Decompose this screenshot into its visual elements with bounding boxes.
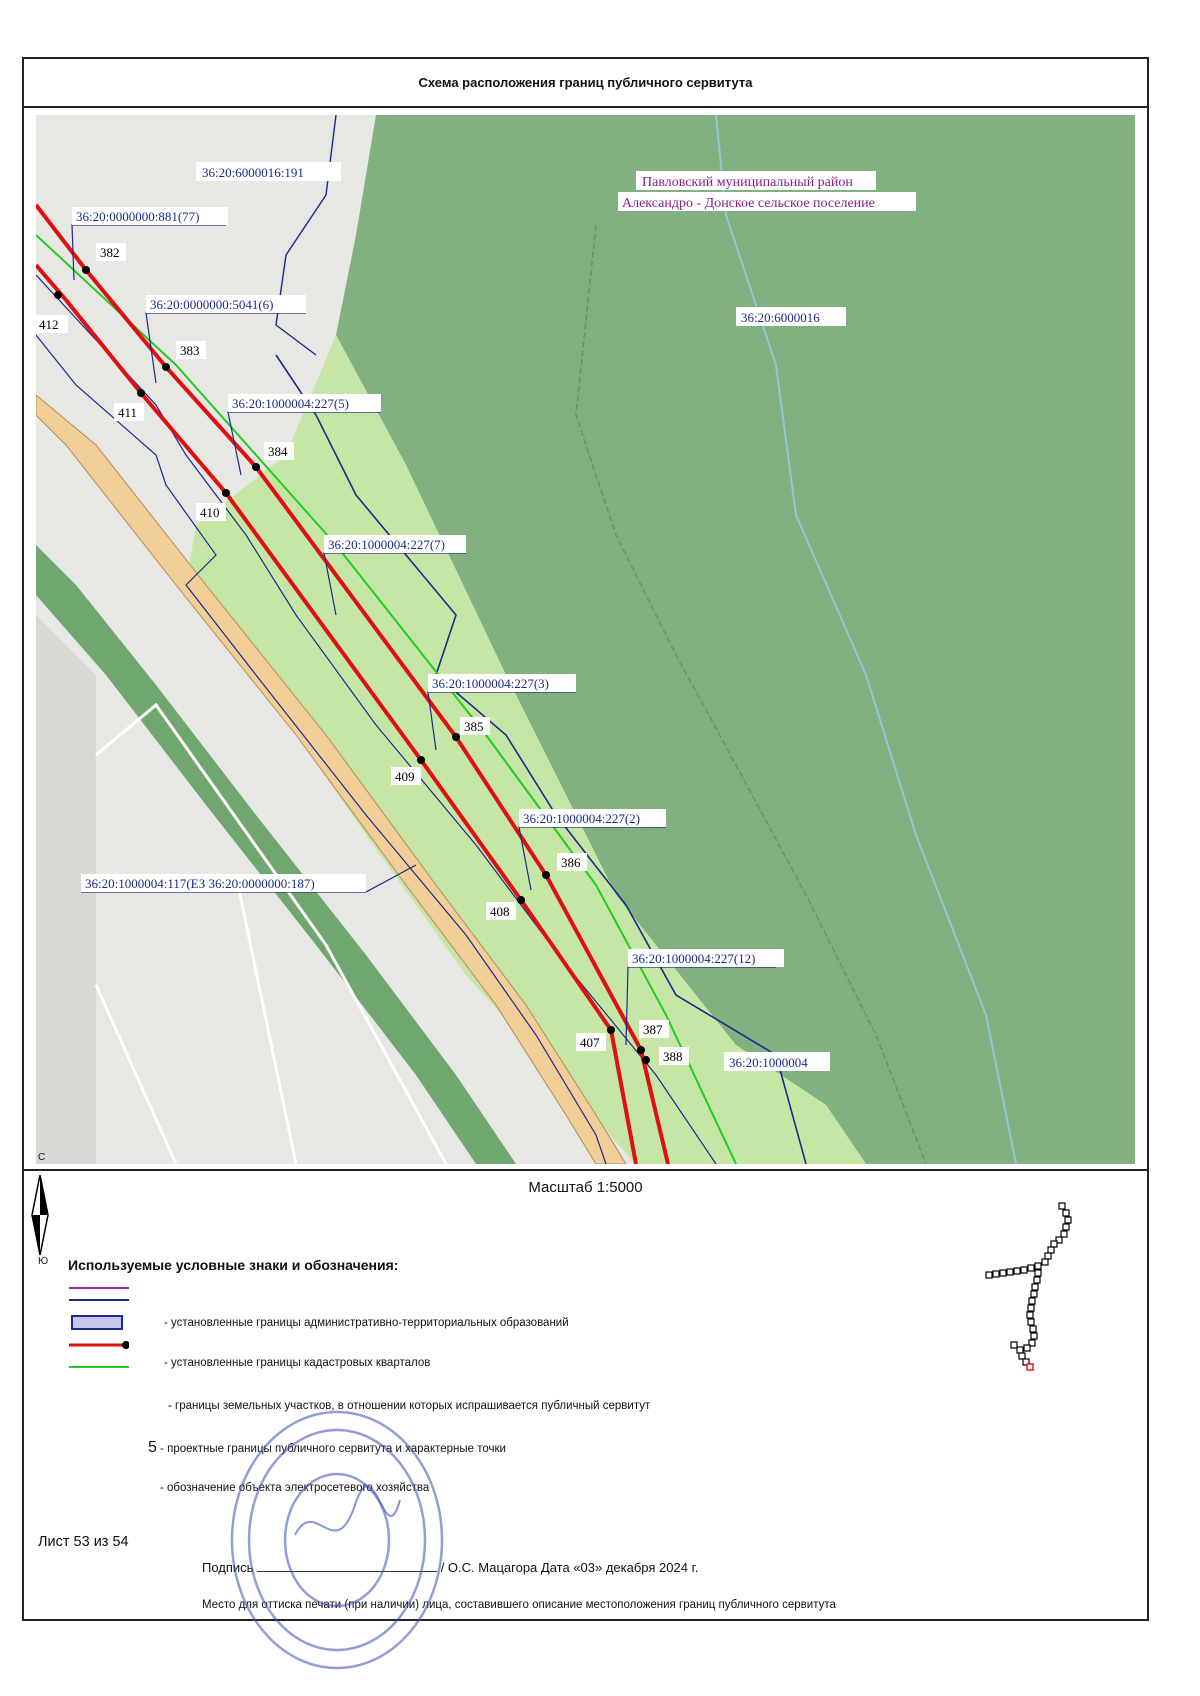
parcel-label-227-7: 36:20:1000004:227(7) bbox=[328, 537, 445, 552]
legend-item-quarter: - установленные границы кадастровых кварталов bbox=[164, 1357, 431, 1369]
document-title: Схема расположения границ публичного сервитута bbox=[24, 59, 1147, 108]
point-label-385: 385 bbox=[464, 719, 484, 734]
point-label-386: 386 bbox=[561, 855, 581, 870]
signature-label: Подпись bbox=[202, 1560, 254, 1575]
document-frame bbox=[22, 57, 1149, 1621]
legend-title: Используемые условные знаки и обозначения: bbox=[68, 1257, 399, 1273]
section-divider bbox=[24, 1169, 1147, 1171]
legend-item-power: - обозначение объекта электросетевого хозяйства bbox=[160, 1482, 430, 1494]
parcel-swatch bbox=[72, 1316, 122, 1329]
point-label-412: 412 bbox=[39, 317, 59, 332]
point-382-marker bbox=[82, 266, 90, 274]
region-label-settlement: Александро - Донское сельское поселение bbox=[622, 196, 875, 211]
point-388-marker bbox=[642, 1056, 650, 1064]
compass-south-label: Ю bbox=[38, 1256, 49, 1267]
point-label-409: 409 bbox=[395, 769, 415, 784]
scale-label: Масштаб 1:5000 bbox=[528, 1179, 643, 1196]
point-387-marker bbox=[637, 1046, 645, 1054]
point-label-384: 384 bbox=[268, 444, 288, 459]
point-408-marker bbox=[517, 896, 525, 904]
point-386-marker bbox=[542, 871, 550, 879]
parcel-label-117: 36:20:1000004:117(ЕЗ 36:20:0000000:187) bbox=[85, 876, 315, 891]
parcel-label-227-5: 36:20:1000004:227(5) bbox=[232, 396, 349, 411]
point-383-marker bbox=[162, 363, 170, 371]
stamp-place-text: Место для оттиска печати (при наличии) лица, составившего описание местоположения границ публичного сервитута bbox=[202, 1599, 836, 1611]
point-label-408: 408 bbox=[490, 904, 510, 919]
compass-north-label: С bbox=[38, 1152, 46, 1163]
point-label-382: 382 bbox=[100, 245, 120, 260]
point-407-marker bbox=[607, 1026, 615, 1034]
legend-item-parcel: - границы земельных участков, в отношении которых испрашивается публичный сервитут bbox=[168, 1400, 651, 1412]
point-label-383: 383 bbox=[180, 343, 200, 358]
parcel-label-191: 36:20:6000016:191 bbox=[202, 165, 304, 180]
overview-map bbox=[979, 1201, 1089, 1371]
parcel-label-6000016: 36:20:6000016 bbox=[741, 310, 820, 325]
point-label-388: 388 bbox=[663, 1049, 683, 1064]
point-label-410: 410 bbox=[200, 505, 220, 520]
point-label-407: 407 bbox=[580, 1035, 600, 1050]
point-384-marker bbox=[252, 463, 260, 471]
point-385-marker bbox=[452, 733, 460, 741]
parcel-label-881: 36:20:0000000:881(77) bbox=[76, 209, 200, 224]
point-411-marker bbox=[137, 389, 145, 397]
official-seal bbox=[225, 1405, 450, 1675]
parcel-label-227-2: 36:20:1000004:227(2) bbox=[523, 811, 640, 826]
servitude-point-swatch bbox=[122, 1341, 129, 1349]
point-label-387: 387 bbox=[643, 1022, 663, 1037]
parcel-label-5041: 36:20:0000000:5041(6) bbox=[150, 297, 274, 312]
signature-scribble bbox=[295, 1487, 400, 1535]
legend-swatches bbox=[64, 1283, 129, 1493]
point-412-marker bbox=[54, 291, 62, 299]
legend-item-admin: - установленные границы административно-территориальных образований bbox=[164, 1317, 569, 1329]
point-410-marker bbox=[222, 489, 230, 497]
parcel-label-227-3: 36:20:1000004:227(3) bbox=[432, 676, 549, 691]
legend-item-servitude-text: - проектные границы публичного сервитута и характерные точки bbox=[160, 1443, 506, 1455]
map-area bbox=[36, 115, 1135, 1164]
parcel-label-227-12: 36:20:1000004:227(12) bbox=[632, 951, 756, 966]
point-409-marker bbox=[417, 756, 425, 764]
region-label-district: Павловский муниципальный район bbox=[642, 175, 853, 190]
map-svg bbox=[36, 115, 1135, 1164]
parcel-label-1000004: 36:20:1000004 bbox=[729, 1055, 808, 1070]
sheet-number: Лист 53 из 54 bbox=[38, 1534, 129, 1550]
legend-point-example: 5 bbox=[148, 1439, 157, 1456]
point-label-411: 411 bbox=[118, 405, 138, 420]
signer-and-date: / О.С. Мацагора Дата «03» декабря 2024 г. bbox=[440, 1560, 699, 1575]
